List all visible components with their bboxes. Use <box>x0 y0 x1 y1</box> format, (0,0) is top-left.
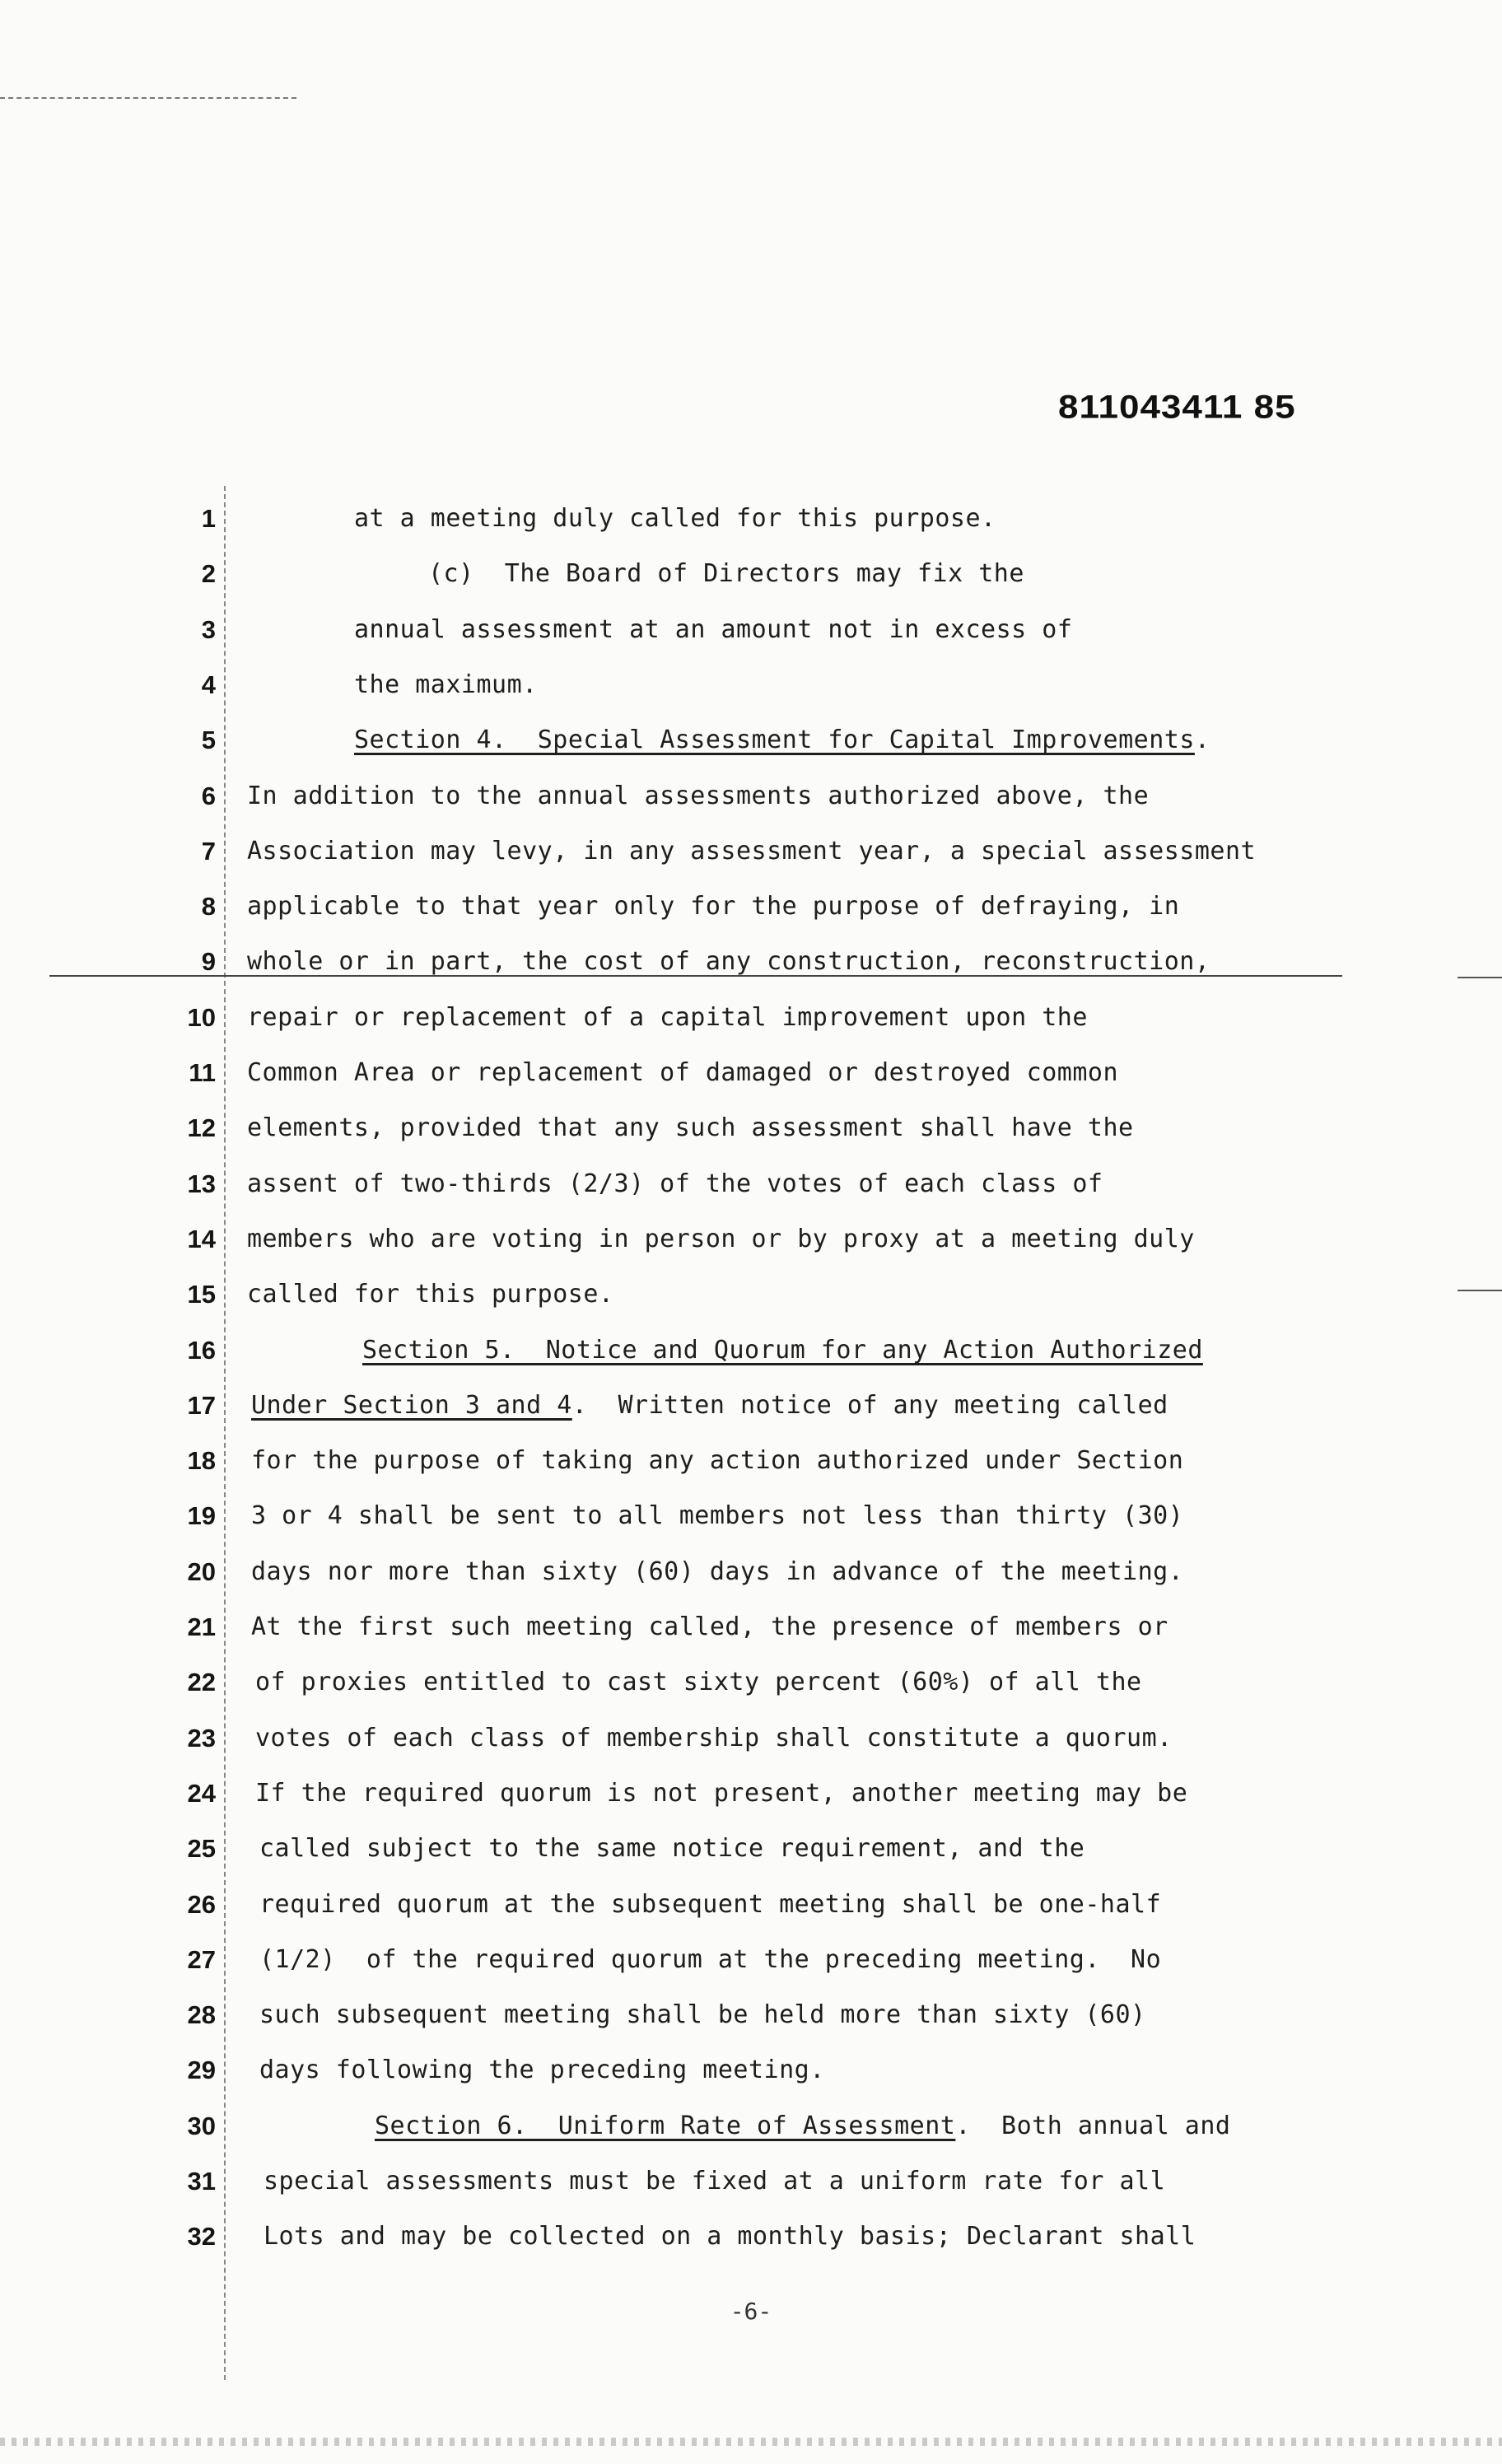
line-text: 3 or 4 shall be sent to all members not less than thirty (30) <box>251 1501 1184 1530</box>
document-line <box>0 669 1502 718</box>
section-heading: Section 5. Notice and Quorum for any Action Authorized <box>362 1336 1203 1365</box>
line-number: 16 <box>187 1336 216 1365</box>
scan-artifact-rule <box>0 97 296 99</box>
section-heading: Section 4. Special Assessment for Capital Improvements <box>354 726 1195 754</box>
document-line <box>0 1389 1502 1439</box>
line-text: If the required quorum is not present, another meeting may be <box>255 1779 1188 1808</box>
line-text: members who are voting in person or by proxy at a meeting duly <box>247 1225 1195 1253</box>
line-text-continuation: . Both annual and <box>955 2112 1231 2140</box>
line-number: 24 <box>187 1779 216 1808</box>
line-text: Lots and may be collected on a monthly basis; Declarant shall <box>264 2222 1196 2251</box>
line-number: 4 <box>201 670 216 699</box>
line-number: 30 <box>187 2112 216 2140</box>
document-line <box>0 724 1502 773</box>
line-text: In addition to the annual assessments authorized above, the <box>247 782 1150 810</box>
line-text: annual assessment at an amount not in excess of <box>354 615 1073 644</box>
line-number: 29 <box>187 2056 216 2084</box>
line-text: for the purpose of taking any action authorized under Section <box>251 1446 1184 1475</box>
line-number: 28 <box>187 2000 216 2029</box>
line-text: at a meeting duly called for this purpose. <box>354 504 996 533</box>
line-number: 25 <box>187 1834 216 1863</box>
document-line <box>0 835 1502 884</box>
line-number: 13 <box>187 1169 216 1198</box>
line-number: 5 <box>201 726 216 754</box>
line-text: Common Area or replacement of damaged or destroyed common <box>247 1058 1119 1087</box>
line-number: 11 <box>189 1058 216 1087</box>
line-text: votes of each class of membership shall constitute a quorum. <box>255 1724 1173 1752</box>
document-line <box>0 2165 1502 2214</box>
line-number: 31 <box>187 2167 216 2196</box>
line-number: 27 <box>187 1945 216 1974</box>
document-line <box>0 780 1502 829</box>
line-text: the maximum. <box>354 670 538 699</box>
document-line <box>0 945 1502 995</box>
document-line <box>0 614 1502 663</box>
document-line <box>0 1500 1502 1549</box>
document-line <box>0 1611 1502 1660</box>
document-number: 811043411 85 <box>1058 389 1296 426</box>
line-text: called subject to the same notice requirement, and the <box>259 1834 1085 1863</box>
line-number: 14 <box>187 1225 216 1253</box>
line-text: applicable to that year only for the purpose of defraying, in <box>247 892 1180 921</box>
line-text <box>354 724 1210 757</box>
line-text: (c) The Board of Directors may fix the <box>428 559 1024 588</box>
line-number: 21 <box>187 1612 216 1641</box>
line-number: 9 <box>201 947 216 976</box>
line-number: 3 <box>201 615 216 644</box>
document-line <box>0 1278 1502 1328</box>
line-text <box>375 2110 1230 2143</box>
line-text: days following the preceding meeting. <box>259 2056 825 2084</box>
line-number: 26 <box>187 1890 216 1919</box>
document-line <box>0 1334 1502 1384</box>
document-line <box>0 1057 1502 1106</box>
document-line <box>0 1223 1502 1272</box>
document-line <box>0 502 1502 552</box>
line-number: 22 <box>187 1668 216 1696</box>
line-text: required quorum at the subsequent meeting shall be one-half <box>259 1890 1162 1919</box>
document-line <box>0 1444 1502 1494</box>
line-text: (1/2) of the required quorum at the preceding meeting. No <box>259 1945 1162 1974</box>
document-line <box>0 1944 1502 1993</box>
line-number: 15 <box>187 1280 216 1309</box>
line-text: elements, provided that any such assessment shall have the <box>247 1113 1134 1142</box>
line-text-continuation: . Written notice of any meeting called <box>571 1391 1168 1420</box>
line-text: whole or in part, the cost of any construction, reconstruction, <box>247 947 1210 976</box>
document-line <box>0 2054 1502 2103</box>
line-text: of proxies entitled to cast sixty percent (60%) of all the <box>255 1668 1142 1696</box>
line-number: 2 <box>201 559 216 588</box>
document-line <box>0 2110 1502 2159</box>
line-number: 32 <box>187 2222 216 2251</box>
line-number: 20 <box>187 1557 216 1586</box>
document-line <box>0 1001 1502 1051</box>
line-text <box>251 1389 1168 1422</box>
document-line <box>0 1556 1502 1605</box>
line-text: special assessments must be fixed at a uniform rate for all <box>264 2167 1166 2196</box>
document-line <box>0 1666 1502 1715</box>
document-line <box>0 1999 1502 2048</box>
line-number: 23 <box>187 1724 216 1752</box>
line-number: 1 <box>201 504 216 533</box>
line-text: At the first such meeting called, the presence of members or <box>251 1612 1168 1641</box>
line-number: 8 <box>201 892 216 921</box>
document-line <box>0 1777 1502 1827</box>
section-heading: Under Section 3 and 4 <box>251 1391 572 1420</box>
line-text-continuation: . <box>1194 726 1210 754</box>
document-line <box>0 1722 1502 1771</box>
document-line <box>0 1112 1502 1161</box>
line-number: 18 <box>187 1446 216 1475</box>
document-line <box>0 2220 1502 2270</box>
line-number: 17 <box>187 1391 216 1420</box>
line-text: called for this purpose. <box>247 1280 614 1309</box>
line-number: 6 <box>201 782 216 810</box>
line-text <box>362 1334 1203 1367</box>
line-9-rule <box>49 975 1342 977</box>
line-number: 10 <box>187 1003 216 1032</box>
line-text: such subsequent meeting shall be held more than sixty (60) <box>259 2000 1146 2029</box>
line-text: repair or replacement of a capital improvement upon the <box>247 1003 1088 1032</box>
section-heading: Section 6. Uniform Rate of Assessment <box>375 2112 956 2140</box>
line-text: Association may levy, in any assessment year, a special assessment <box>247 837 1257 866</box>
document-line <box>0 1888 1502 1938</box>
line-number: 7 <box>201 837 216 866</box>
line-number: 19 <box>187 1501 216 1530</box>
line-number: 12 <box>187 1113 216 1142</box>
document-line <box>0 1832 1502 1882</box>
document-line <box>0 1168 1502 1217</box>
line-text: assent of two-thirds (2/3) of the votes of each class of <box>247 1169 1103 1198</box>
document-line <box>0 890 1502 940</box>
line-text: days nor more than sixty (60) days in advance of the meeting. <box>251 1557 1184 1586</box>
page-number: -6- <box>730 2298 772 2325</box>
document-line <box>0 558 1502 607</box>
scan-artifact-bottom <box>0 2438 1502 2446</box>
